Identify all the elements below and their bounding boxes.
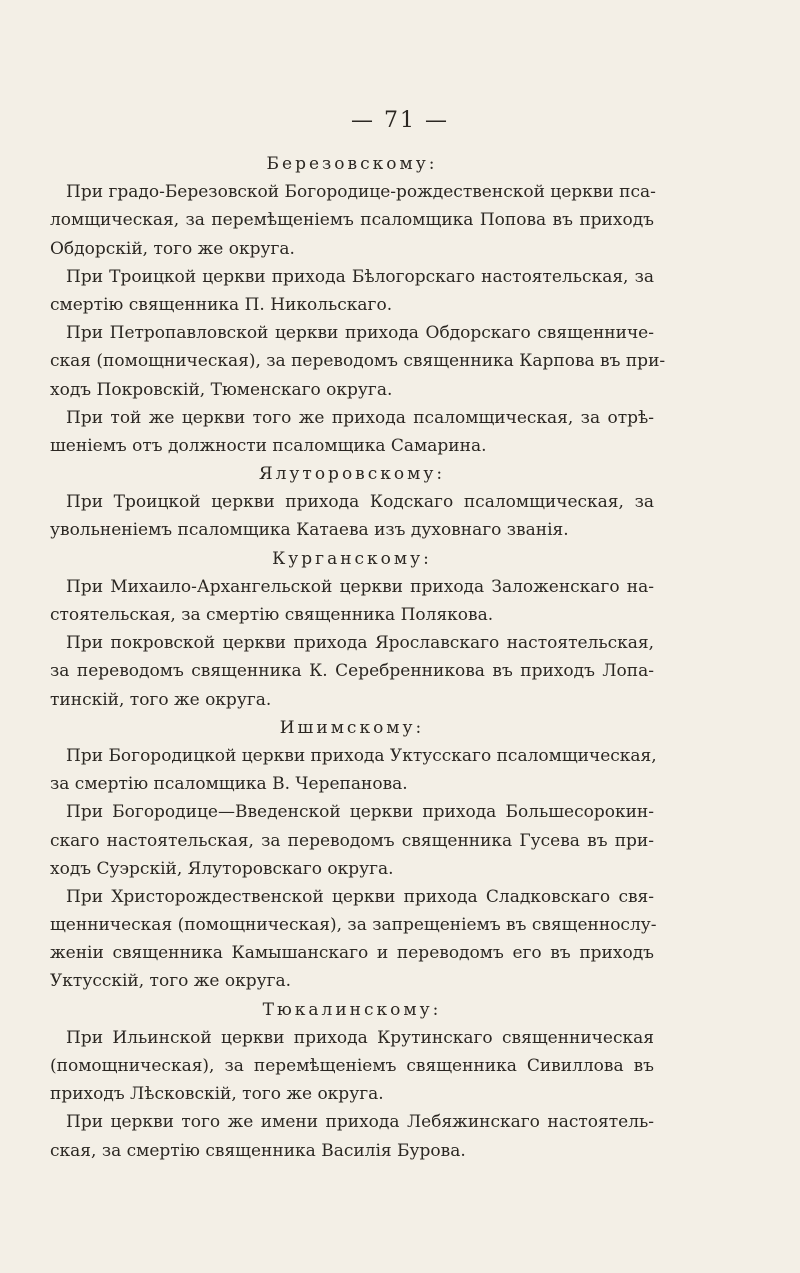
section-heading: Тюкалинскому:: [262, 999, 442, 1020]
text-line: При Христорождественской церкви прихода Сладковскаго свя-: [66, 886, 654, 907]
text-line: (помощническая), за перемѣщеніемъ священника Сивиллова въ: [50, 1056, 654, 1076]
text-line: шеніемъ отъ должности псаломщика Самарина.: [50, 435, 487, 456]
section-heading: Ялуторовскому:: [258, 464, 446, 485]
text-line: скаго настоятельская, за переводомъ священника Гусева въ при-: [50, 830, 654, 851]
text-line: приходъ Лѣсковскій, того же округа.: [50, 1084, 384, 1105]
text-line: Уктусскій, того же округа.: [50, 971, 292, 992]
text-line: При церкви того же имени прихода Лебяжинскаго настоятель-: [66, 1112, 654, 1133]
text-line: ская, за смертію священника Василія Бурова.: [50, 1140, 466, 1161]
text-line: женіи священника Камышанскаго и переводомъ его въ приходъ: [50, 943, 654, 964]
text-line: смертію священника П. Никольскаго.: [50, 294, 393, 315]
text-line: При Петропавловской церкви прихода Обдорскаго священниче-: [66, 323, 654, 344]
text-line: При той же церкви того же прихода псаломщическая, за отрѣ-: [66, 407, 654, 428]
text-line: тинскій, того же округа.: [50, 689, 272, 710]
text-line: за смертію псаломщика В. Черепанова.: [50, 774, 408, 795]
section-heading: Курганскому:: [272, 548, 432, 569]
text-line: увольненіемъ псаломщика Катаева изъ духовнаго званія.: [50, 520, 569, 541]
text-line: При градо-Березовской Богородице-рождественской церкви пса-: [66, 182, 656, 203]
text-line: При Троицкой церкви прихода Кодскаго псаломщическая, за: [66, 492, 654, 513]
section-heading: Березовскому:: [266, 154, 438, 174]
text-line: При покровской церкви прихода Ярославскаго настоятельская,: [66, 633, 654, 654]
text-line: ходъ Суэрскій, Ялуторовскаго округа.: [50, 858, 394, 879]
text-line: При Троицкой церкви прихода Бѣлогорскаго настоятельская, за: [66, 266, 654, 287]
text-line: При Ильинской церкви прихода Крутинскаго священническая: [66, 1027, 654, 1048]
text-line: Обдорскій, того же округа.: [50, 238, 295, 259]
text-line: ходъ Покровскій, Тюменскаго округа.: [50, 379, 393, 400]
text-line: за переводомъ священника К. Серебренникова въ приходъ Лопа-: [50, 661, 654, 682]
text-line: При Богородицкой церкви прихода Уктусскаго псаломщическая,: [66, 745, 657, 766]
text-line: При Михаило-Архангельской церкви прихода Заложенскаго на-: [66, 576, 654, 597]
text-line: ломщическая, за перемѣщеніемъ псаломщика Попова въ приходъ: [50, 210, 654, 231]
text-line: стоятельская, за смертію священника Полякова.: [50, 605, 494, 625]
section-heading: Ишимскому:: [279, 717, 425, 738]
text-line: ская (помощническая), за переводомъ священника Карпова въ при-: [50, 351, 666, 372]
text-body: [50, 150, 666, 1165]
text-line: При Богородице—Введенской церкви прихода Большесорокин-: [66, 802, 654, 823]
page-number: — 71 —: [351, 108, 449, 133]
text-line: щенническая (помощническая), за запрещеніемъ въ священнослу-: [50, 915, 657, 936]
